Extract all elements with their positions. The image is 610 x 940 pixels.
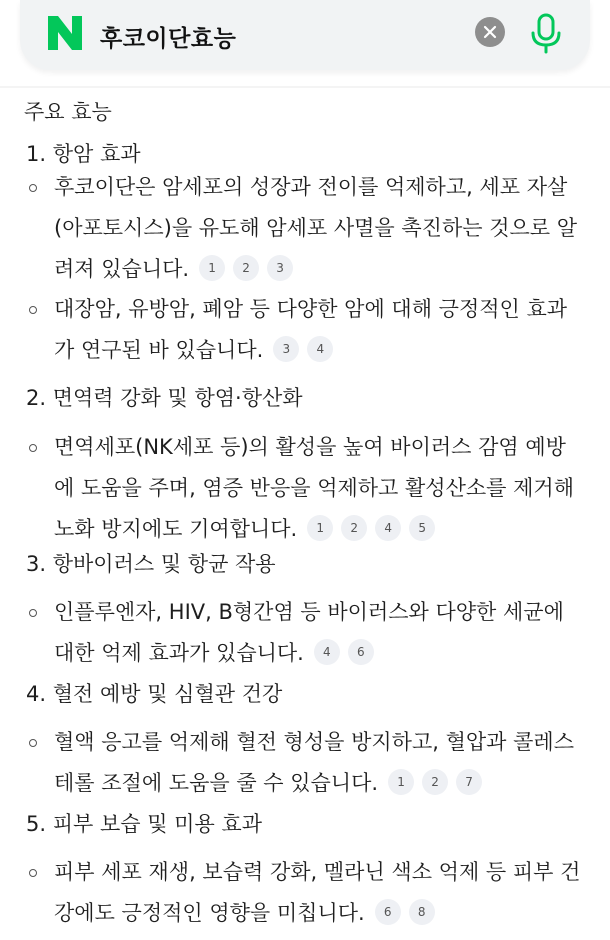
- bullet-line: 대한 억제 효과가 있습니다.: [54, 641, 304, 665]
- bullet-line: 테롤 조절에 도움을 줄 수 있습니다.: [54, 771, 379, 795]
- citation-badge[interactable]: 8: [409, 899, 435, 925]
- item-heading: 5. 피부 보습 및 미용 효과: [26, 812, 262, 836]
- citation-badge[interactable]: 2: [233, 255, 259, 281]
- close-icon: [483, 25, 497, 39]
- bullet-text: [54, 722, 592, 804]
- citation-badge[interactable]: 4: [314, 639, 340, 665]
- bullet-text: [54, 852, 592, 934]
- citation-badge[interactable]: 5: [409, 515, 435, 541]
- bullet-text: [54, 289, 592, 371]
- item-heading: 1. 항암 효과: [26, 142, 141, 166]
- section-title: 주요 효능: [24, 100, 112, 124]
- citation-badge[interactable]: 4: [307, 336, 333, 362]
- citation-badge[interactable]: 3: [273, 336, 299, 362]
- bullet-line: 대장암, 유방암, 폐암 등 다양한 암에 대해 긍정적인 효과: [54, 297, 568, 321]
- citation-badge[interactable]: 1: [307, 515, 333, 541]
- mic-icon[interactable]: [528, 12, 564, 54]
- naver-logo-icon[interactable]: [46, 14, 84, 52]
- bullet-line: 강에도 긍정적인 영향을 미칩니다.: [54, 901, 365, 925]
- bullet-line: 면역세포(NK세포 등)의 활성을 높여 바이러스 감염 예방: [54, 435, 566, 459]
- search-bar[interactable]: [20, 0, 590, 70]
- bullet-line: 피부 세포 재생, 보습력 강화, 멜라닌 색소 억제 등 피부 건: [54, 860, 581, 884]
- citation-group: [378, 771, 482, 795]
- search-header: [0, 0, 610, 88]
- citation-group: [189, 257, 293, 281]
- bullet-marker: [29, 306, 37, 314]
- item-heading: 3. 항바이러스 및 항균 작용: [26, 552, 276, 576]
- bullet-line: 인플루엔자, HIV, B형간염 등 바이러스와 다양한 세균에: [54, 600, 564, 624]
- citation-badge[interactable]: 1: [199, 255, 225, 281]
- citation-badge[interactable]: 2: [422, 769, 448, 795]
- citation-badge[interactable]: 6: [348, 639, 374, 665]
- bullet-text: [54, 167, 592, 290]
- citation-badge[interactable]: 6: [375, 899, 401, 925]
- search-input[interactable]: 후코이단효능: [100, 26, 237, 52]
- bullet-marker: [29, 184, 37, 192]
- bullet-line: 려져 있습니다.: [54, 257, 190, 281]
- bullet-line: 에 도움을 주며, 염증 반응을 억제하고 활성산소를 제거해: [54, 476, 574, 500]
- bullet-marker: [29, 609, 37, 617]
- item-heading: 2. 면역력 강화 및 항염·항산화: [26, 386, 303, 410]
- bullet-line: 가 연구된 바 있습니다.: [54, 338, 264, 362]
- bullet-line: 후코이단은 암세포의 성장과 전이를 억제하고, 세포 자살: [54, 175, 568, 199]
- bullet-text: [54, 592, 592, 674]
- bullet-line: 혈액 응고를 억제해 혈전 형성을 방지하고, 혈압과 콜레스: [54, 730, 574, 754]
- clear-search-button[interactable]: [475, 17, 505, 47]
- citation-group: [263, 338, 333, 362]
- bullet-marker: [29, 739, 37, 747]
- citation-badge[interactable]: 4: [375, 515, 401, 541]
- citation-group: [365, 901, 435, 925]
- citation-group: [304, 641, 374, 665]
- bullet-text: [54, 427, 592, 550]
- citation-badge[interactable]: 2: [341, 515, 367, 541]
- bullet-marker: [29, 869, 37, 877]
- bullet-line: 노화 방지에도 기여합니다.: [54, 517, 298, 541]
- bullet-line: (아포토시스)을 유도해 암세포 사멸을 촉진하는 것으로 알: [54, 216, 578, 240]
- header-divider: [0, 86, 610, 88]
- citation-group: [297, 517, 435, 541]
- citation-badge[interactable]: 7: [456, 769, 482, 795]
- citation-badge[interactable]: 3: [267, 255, 293, 281]
- citation-badge[interactable]: 1: [388, 769, 414, 795]
- bullet-marker: [29, 444, 37, 452]
- item-heading: 4. 혈전 예방 및 심혈관 건강: [26, 682, 283, 706]
